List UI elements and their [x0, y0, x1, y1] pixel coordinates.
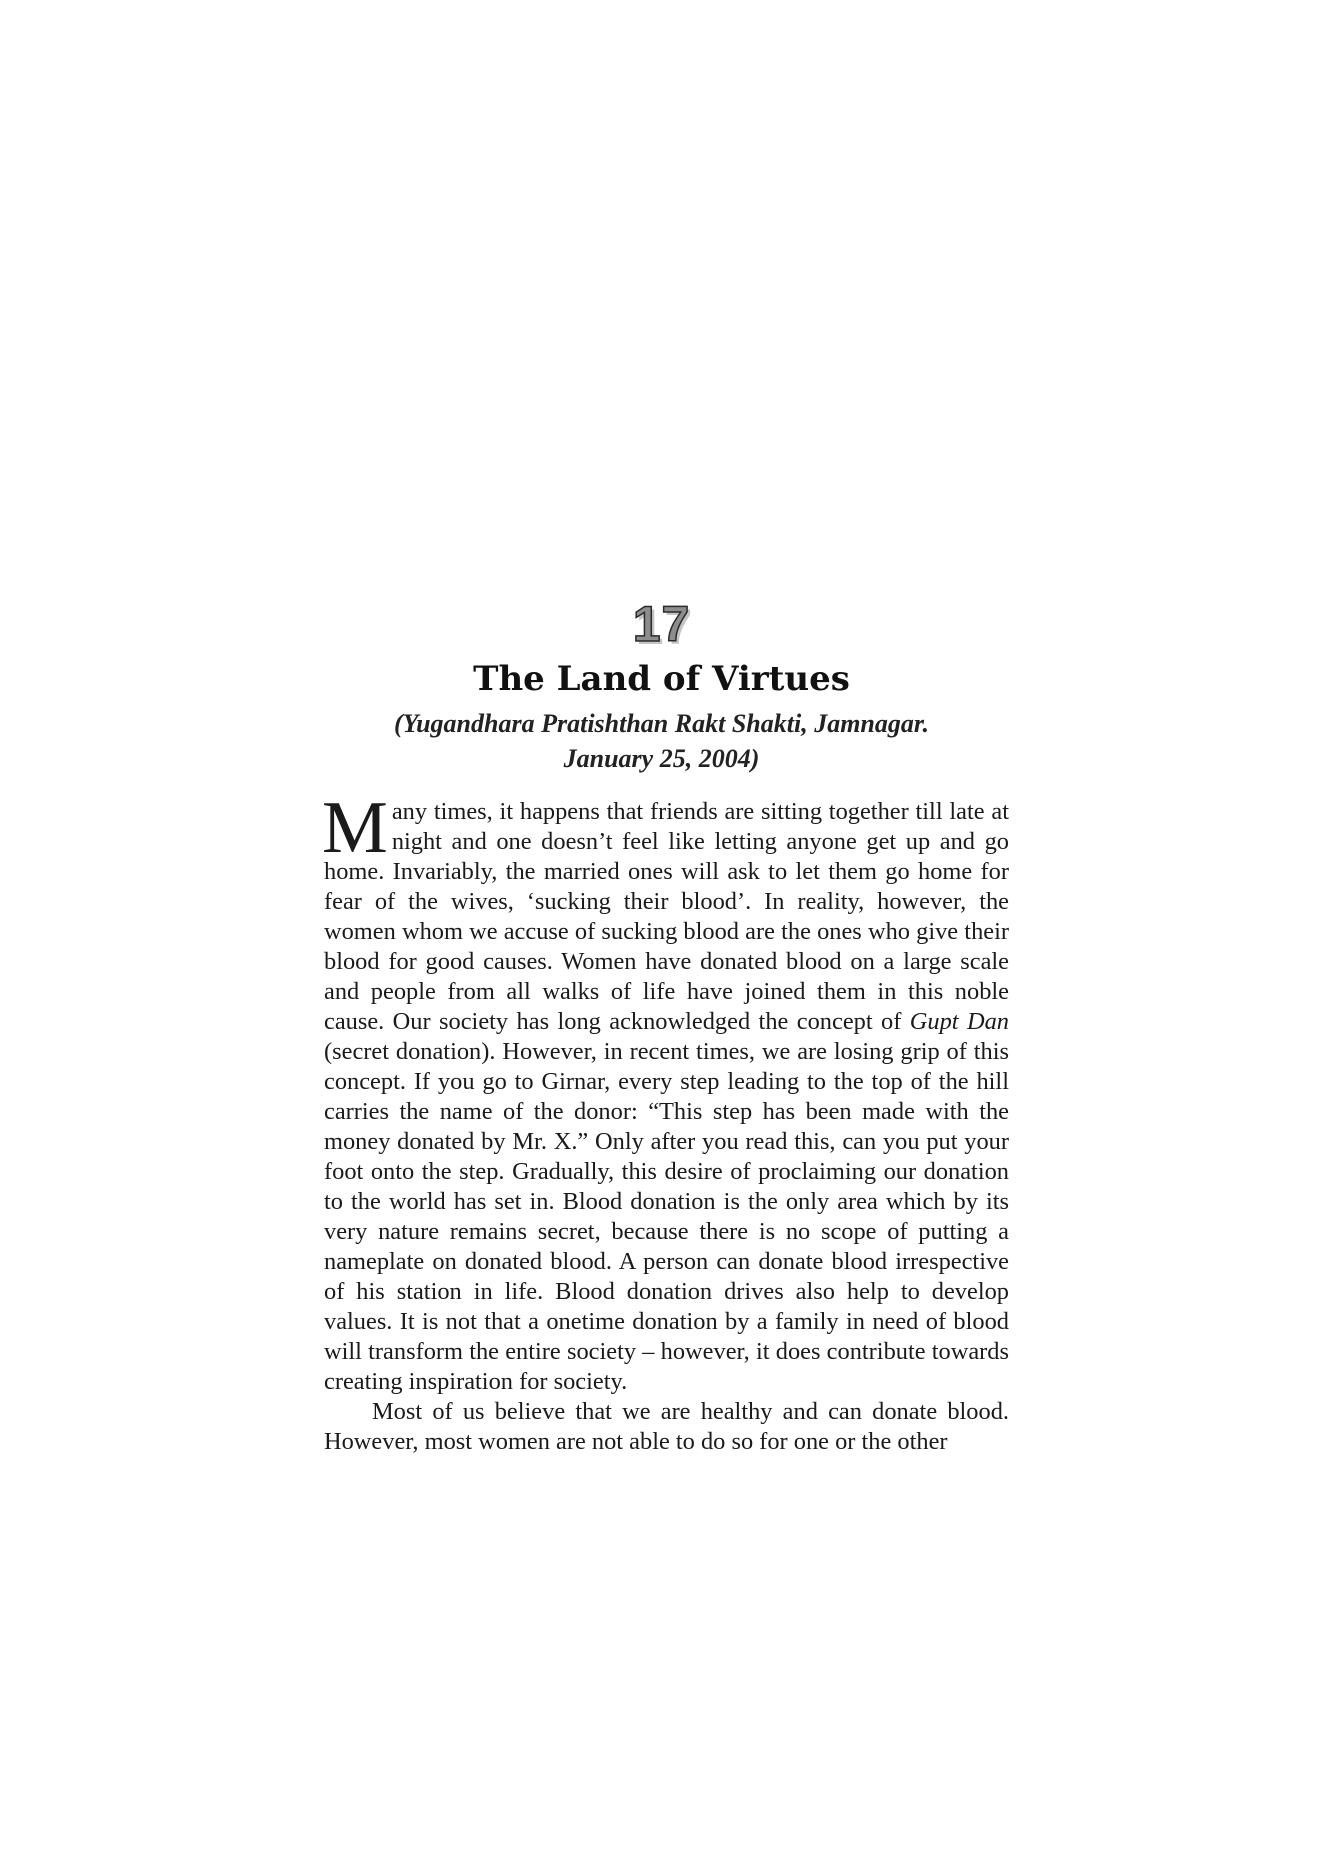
chapter-number: 17 — [632, 596, 691, 652]
paragraph-1 — [322, 787, 1009, 1397]
subtitle-line-1: (Yugandhara Pratishthan Rakt Shakti, Jamnagar. — [393, 709, 930, 738]
body-text — [322, 787, 1009, 1457]
paragraph-2: Most of us believe that we are healthy and can donate blood. However, most women are not able to do so for one or the other — [324, 1398, 1009, 1455]
paragraph-1-italic-term: Gupt Dan — [909, 1008, 1009, 1035]
drop-cap: M — [322, 787, 388, 869]
chapter-title: The Land of Virtues — [473, 659, 850, 699]
chapter-subtitle — [0, 706, 1323, 776]
paragraph-1-text-a: any times, it happens that friends are sitting together till late at night and one doesn’t feel like letting anyone get up and go home. Invariably, the married ones will ask to let them go home for fear of the wives, ‘sucking their blood’. In reality, however, the women whom we accuse of sucking blood are the ones who give their blood for good causes. Women have donated blood on a large scale and people from all walks of life have joined them in this noble cause. Our society has long acknowledged the concept of — [324, 798, 1009, 1035]
paragraph-1-text-b: (secret donation). However, in recent times, we are losing grip of this concept. If you go to Girnar, every step leading to the top of the hill carries the name of the donor: “This step has been made with the money donated by Mr. X.” Only after you read this, can you put your foot onto the step. Gradually, this desire of proclaiming our donation to the world has set in. Blood donation is the only area which by its very nature remains secret, because there is no scope of putting a nameplate on donated blood. A person can donate blood irrespective of his station in life. Blood donation drives also help to develop values. It is not that a onetime donation by a family in need of blood will transform the entire society – however, it does contribute towards creating inspiration for society. — [324, 1038, 1009, 1395]
subtitle-line-2: January 25, 2004) — [563, 744, 760, 773]
